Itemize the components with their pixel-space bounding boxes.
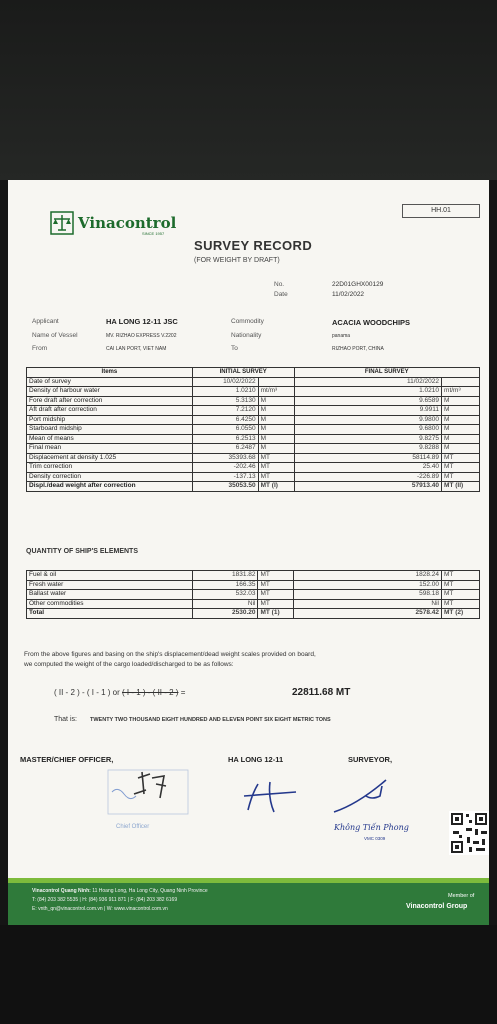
table-row: [27, 425, 480, 435]
row-final-unit: M: [442, 434, 480, 444]
row-final-value: -226.89: [294, 472, 441, 482]
to-label: To: [231, 345, 238, 352]
row-item-label: Total: [27, 609, 193, 619]
row-final-value: 152.00: [294, 580, 442, 590]
row-final-value: 598.18: [294, 590, 442, 600]
table-header-row: [27, 368, 480, 378]
row-final-value: 1828.24: [294, 571, 442, 581]
survey-table: [26, 367, 480, 492]
row-final-unit: MT: [442, 571, 480, 581]
table-row: [27, 571, 480, 581]
footer-band: [8, 878, 489, 925]
surveyor-code: VMC 0309: [364, 836, 386, 841]
row-final-value: 9.9911: [294, 406, 441, 416]
row-initial-value: 1.0210: [192, 387, 258, 397]
no-label: No.: [274, 281, 285, 288]
row-initial-value: -137.13: [192, 472, 258, 482]
row-item-label: Aft draft after correction: [27, 406, 193, 416]
document-title: SURVEY RECORD: [194, 238, 313, 253]
master-signature-heading: MASTER/CHIEF OFFICER,: [20, 755, 114, 764]
row-item-label: Ballast water: [27, 590, 193, 600]
row-final-unit: MT (2): [442, 609, 480, 619]
cargo-result: 22811.68 MT: [292, 687, 351, 698]
table-row: [27, 599, 480, 609]
row-item-label: Fuel & oil: [27, 571, 193, 581]
row-initial-unit: MT (I): [258, 482, 294, 492]
row-final-unit: MT: [442, 580, 480, 590]
row-item-label: Mean of means: [27, 434, 193, 444]
final-survey-header: FINAL SURVEY: [294, 368, 479, 378]
table-row: [27, 406, 480, 416]
row-initial-value: Nil: [192, 599, 258, 609]
paragraph-line-1: From the above figures and basing on the ship's displacement/dead weight scales provided on board,: [24, 651, 316, 658]
table-row: [27, 453, 480, 463]
row-item-label: Starboard midship: [27, 425, 193, 435]
to-value: RIZHAO PORT, CHINA: [332, 346, 384, 352]
master-stamp-signature: [104, 764, 196, 834]
date-label: Date: [274, 291, 288, 298]
initial-survey-header: INITIAL SURVEY: [192, 368, 294, 378]
footer-address: [32, 888, 208, 894]
form-code: HH.01: [402, 204, 480, 218]
applicant-label: Applicant: [32, 318, 59, 325]
elements-section-title: QUANTITY OF SHIP'S ELEMENTS: [26, 548, 138, 555]
footer-member-of: Member of: [448, 893, 475, 899]
row-final-unit: M: [442, 415, 480, 425]
row-initial-value: 35053.50: [192, 482, 258, 492]
row-final-unit: mt/m³: [442, 387, 480, 397]
background-top: [0, 0, 497, 180]
from-value: CAI LAN PORT, VIET NAM: [106, 346, 167, 352]
row-initial-unit: MT: [258, 580, 294, 590]
row-item-label: Trim correction: [27, 463, 193, 473]
row-final-unit: M: [442, 425, 480, 435]
row-final-unit: M: [442, 406, 480, 416]
row-item-label: Displ./dead weight after correction: [27, 482, 193, 492]
vessel-value: MV. RIZHAO EXPRESS V.2202: [106, 333, 177, 339]
row-final-value: Nil: [294, 599, 442, 609]
row-initial-unit: M: [258, 396, 294, 406]
row-initial-value: 5.3130: [192, 396, 258, 406]
footer-office-address: 11 Hoang Long, Ha Long City, Quang Ninh Province: [92, 888, 208, 894]
row-final-unit: M: [442, 444, 480, 454]
chief-officer-caption: Chief Officer: [116, 824, 150, 830]
row-initial-value: 35393.68: [192, 453, 258, 463]
row-final-value: 9.8288: [294, 444, 441, 454]
table-row: [27, 463, 480, 473]
scales-icon: [50, 211, 74, 235]
survey-record-document: [8, 180, 489, 925]
brand-name: Vinacontrol: [78, 214, 177, 232]
surveyor-signature-heading: SURVEYOR,: [348, 755, 393, 764]
from-label: From: [32, 345, 48, 352]
applicant-value: HA LONG 12-11 JSC: [106, 317, 178, 326]
surveyor-name: Không Tiến Phong: [334, 823, 409, 832]
paragraph-line-2: we computed the weight of the cargo loaded/discharged to be as follows:: [24, 661, 234, 668]
row-final-unit: MT: [442, 599, 480, 609]
row-initial-unit: M: [258, 444, 294, 454]
row-initial-unit: MT (1): [258, 609, 294, 619]
row-item-label: Port midship: [27, 415, 193, 425]
background-bottom: [0, 925, 497, 1024]
row-initial-value: 166.35: [192, 580, 258, 590]
row-final-unit: MT: [442, 453, 480, 463]
items-header: Items: [27, 368, 193, 378]
formula-part-a: ( II - 2 ) - ( I - 1 ) or: [54, 688, 120, 697]
table-row: [27, 377, 480, 387]
row-initial-unit: mt/m³: [258, 387, 294, 397]
row-initial-value: -202.46: [192, 463, 258, 473]
vessel-label: Name of Vessel: [32, 332, 78, 339]
row-initial-value: 10/02/2022: [192, 377, 258, 387]
row-item-label: Density correction: [27, 472, 193, 482]
document-subtitle: (FOR WEIGHT BY DRAFT): [194, 257, 280, 264]
footer-group-name: Vinacontrol Group: [406, 903, 468, 910]
footer-office-name: Vinacontrol Quang Ninh:: [32, 888, 91, 894]
table-row: [27, 482, 480, 492]
row-initial-unit: MT: [258, 590, 294, 600]
company-signature-heading: HA LONG 12-11: [228, 755, 284, 764]
no-value: 22D01GHX00129: [332, 281, 384, 288]
table-row: [27, 472, 480, 482]
row-final-unit: MT: [442, 463, 480, 473]
cargo-formula: [54, 688, 185, 697]
row-final-unit: MT: [442, 472, 480, 482]
qr-code-icon: [449, 811, 489, 855]
table-row: [27, 396, 480, 406]
row-item-label: Fore draft after correction: [27, 396, 193, 406]
formula-equals: =: [180, 688, 186, 697]
nationality-value: panama: [332, 333, 351, 339]
row-item-label: Fresh water: [27, 580, 193, 590]
row-final-value: 9.9800: [294, 415, 441, 425]
commodity-label: Commodity: [231, 318, 264, 325]
row-initial-unit: MT: [258, 463, 294, 473]
date-value: 11/02/2022: [332, 291, 365, 298]
row-final-value: 25.40: [294, 463, 441, 473]
row-final-value: 9.6800: [294, 425, 441, 435]
formula-part-b: ( I - 1 ) - ( II - 2 ): [122, 688, 179, 697]
row-final-value: 11/02/2022: [294, 377, 441, 387]
nationality-label: Nationality: [231, 332, 262, 339]
brand-since: SINCE 1957: [142, 231, 165, 236]
table-row: [27, 415, 480, 425]
table-row: [27, 387, 480, 397]
table-row: [27, 590, 480, 600]
footer-contact: E: vnth_qn@vinacontrol.com.vn | W: www.vinacontrol.com.vn: [32, 906, 168, 912]
row-final-unit: [442, 377, 480, 387]
row-item-label: Date of survey: [27, 377, 193, 387]
row-initial-unit: [258, 377, 294, 387]
explanation-paragraph: [24, 650, 444, 670]
row-initial-unit: MT: [258, 453, 294, 463]
table-row: [27, 609, 480, 619]
footer-stripe: [8, 878, 489, 883]
table-row: [27, 434, 480, 444]
row-initial-unit: MT: [258, 571, 294, 581]
surveyor-signature: [328, 774, 438, 844]
row-item-label: Other commodities: [27, 599, 193, 609]
row-final-unit: MT: [442, 590, 480, 600]
row-initial-value: 532.03: [192, 590, 258, 600]
table-row: [27, 580, 480, 590]
elements-table: [26, 570, 480, 619]
row-initial-value: 6.2513: [192, 434, 258, 444]
row-initial-unit: M: [258, 425, 294, 435]
row-initial-value: 1831.82: [192, 571, 258, 581]
amount-in-words: TWENTY TWO THOUSAND EIGHT HUNDRED AND ELEVEN POINT SIX EIGHT METRIC TONS: [90, 717, 331, 723]
row-initial-unit: MT: [258, 599, 294, 609]
row-final-unit: MT (II): [442, 482, 480, 492]
footer-phones: T: (84) 203 382 5535 | H: (84) 936 911 871 | F: (84) 203 382 6169: [32, 897, 178, 903]
row-initial-value: 6.2487: [192, 444, 258, 454]
that-is-label: That is:: [54, 716, 77, 723]
row-initial-value: 6.4250: [192, 415, 258, 425]
row-final-unit: M: [442, 396, 480, 406]
row-final-value: 58114.89: [294, 453, 441, 463]
table-row: [27, 444, 480, 454]
row-item-label: Final mean: [27, 444, 193, 454]
row-final-value: 2578.42: [294, 609, 442, 619]
row-item-label: Displacement at density 1.025: [27, 453, 193, 463]
company-signature: [234, 776, 304, 818]
row-initial-unit: M: [258, 406, 294, 416]
row-initial-value: 6.0550: [192, 425, 258, 435]
row-initial-value: 2530.20: [192, 609, 258, 619]
commodity-value: ACACIA WOODCHIPS: [332, 318, 411, 327]
row-final-value: 57913.40: [294, 482, 441, 492]
row-initial-unit: M: [258, 434, 294, 444]
row-final-value: 9.8275: [294, 434, 441, 444]
row-initial-unit: M: [258, 415, 294, 425]
row-final-value: 9.6589: [294, 396, 441, 406]
row-item-label: Density of harbour water: [27, 387, 193, 397]
row-initial-value: 7.2120: [192, 406, 258, 416]
row-initial-unit: MT: [258, 472, 294, 482]
row-final-value: 1.0210: [294, 387, 441, 397]
